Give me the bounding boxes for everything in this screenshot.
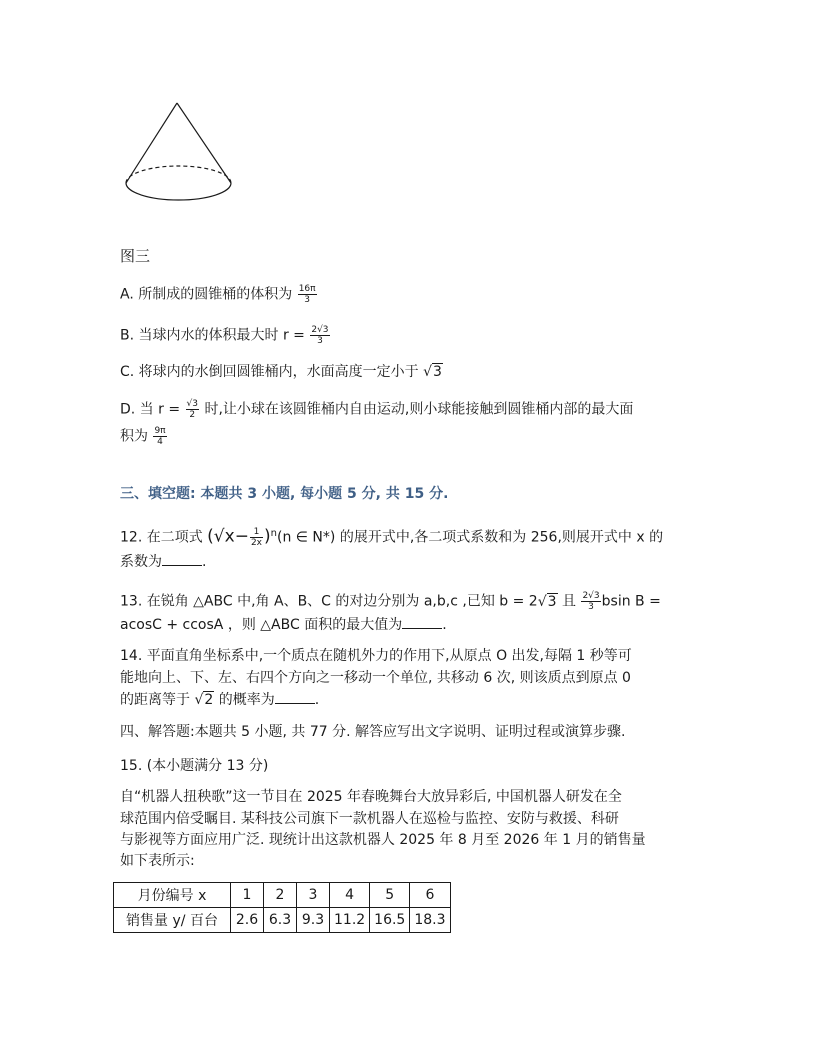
fraction-numerator: 1 — [250, 527, 263, 538]
option-b-text: B. 当球内水的体积最大时 r = — [120, 327, 310, 344]
option-a-fraction — [298, 284, 317, 305]
radicand: 2 — [204, 692, 214, 708]
question-14-line2: 能地向上、下、左、右四个方向之一移动一个单位, 共移动 6 次, 则该质点到原点 0 — [120, 670, 631, 686]
fraction-numerator: 2√3 — [311, 325, 329, 335]
option-a-text: A. 所制成的圆锥桶的体积为 — [120, 286, 297, 303]
table-cell: 11.2 — [330, 908, 370, 933]
option-d-fraction-2 — [153, 426, 166, 447]
table-cell: 1 — [231, 883, 264, 908]
table-cell: 6.3 — [264, 908, 297, 933]
option-d-text: D. 当 r = — [120, 401, 185, 418]
table-header-cell: 销售量 y/ 百台 — [114, 908, 231, 933]
table-header-cell: 月份编号 x — [114, 883, 231, 908]
q13-fraction — [581, 591, 600, 612]
option-d-line2 — [120, 426, 168, 447]
option-d-fraction — [186, 399, 199, 420]
q13-line2: acosC + ccosA ，则 △ABC 面积的最大值为 — [120, 617, 403, 633]
q15-paragraph-line: 与影视等方面应用广泛. 现统计出这款机器人 2025 年 8 月至 2026 年 1 月的销售量 — [120, 832, 646, 848]
section-4-heading: 四、解答题:本题共 5 小题, 共 77 分. 解答应写出文字说明、证明过程或演算步骤. — [120, 724, 626, 740]
question-13-line1 — [120, 591, 661, 612]
q13-line1-a: 13. 在锐角 △ABC 中,角 A、B、C 的对边分别为 a,b,c ,已知 b = 2 — [120, 593, 538, 610]
q13-line1-c: bsin B = — [601, 593, 661, 610]
option-d-line2-text: 积为 — [120, 428, 153, 445]
q14-line3-a: 的距离等于 — [120, 692, 195, 708]
question-15-title: 15. (本小题满分 13 分) — [120, 758, 269, 774]
cone-base-back — [126, 166, 231, 183]
q14-line3-b: 的概率为 — [214, 692, 275, 708]
q14-sqrt: √2 — [194, 692, 214, 708]
fraction-denominator: 3 — [588, 602, 594, 612]
question-14-line1: 14. 平面直角坐标系中,一个质点在随机外力的作用下,从原点 O 出发,每隔 1 秒等可 — [120, 648, 632, 664]
option-d-rest: 时,让小球在该圆锥桶内自由运动,则小球能接触到圆锥桶内部的最大面 — [204, 401, 634, 418]
radicand: 3 — [547, 593, 557, 610]
question-14-line3 — [120, 690, 319, 710]
sales-table — [113, 882, 451, 933]
fraction-denominator: 4 — [157, 437, 163, 447]
table-cell: 2.6 — [231, 908, 264, 933]
cone-figure — [120, 96, 240, 208]
q13-sqrt: √3 — [537, 593, 557, 610]
q12-fraction — [250, 527, 263, 548]
answer-blank[interactable] — [402, 616, 442, 629]
q12-binomial-open: (√x− — [207, 526, 249, 547]
fraction-denominator: 3 — [317, 336, 323, 346]
answer-blank[interactable] — [275, 691, 315, 704]
q12-exponent: n — [270, 528, 277, 539]
q12-prefix: 12. 在二项式 — [120, 529, 208, 546]
cone-right-edge — [177, 103, 231, 183]
question-13-line2 — [120, 615, 447, 635]
fraction-numerator: 2√3 — [582, 591, 600, 601]
fraction-numerator: √3 — [186, 399, 198, 409]
table-row — [114, 883, 451, 908]
q13-line1-b: 且 — [557, 593, 581, 610]
answer-blank[interactable] — [162, 553, 202, 566]
option-b-fraction — [310, 325, 329, 346]
fraction-numerator: 16π — [298, 284, 316, 294]
option-d-line1 — [120, 399, 633, 420]
q15-paragraph-line: 自“机器人扭秧歌”这一节目在 2025 年春晚舞台大放异彩后, 中国机器人研发在全 — [120, 789, 622, 805]
option-b — [120, 325, 331, 346]
table-cell: 18.3 — [410, 908, 450, 933]
table-cell: 9.3 — [297, 908, 330, 933]
table-cell: 5 — [370, 883, 410, 908]
q12-line2: 系数为 — [120, 554, 162, 570]
q15-paragraph-line: 球范围内倍受瞩目. 某科技公司旗下一款机器人在巡检与监控、安防与救援、科研 — [120, 811, 619, 827]
table-cell: 6 — [410, 883, 450, 908]
option-c-sqrt: √3 — [423, 364, 442, 380]
q15-paragraph-line: 如下表所示: — [120, 853, 195, 869]
q13-end: . — [442, 617, 447, 633]
cone-base-front — [126, 183, 231, 200]
table-cell: 3 — [297, 883, 330, 908]
option-a — [120, 284, 318, 305]
cone-left-edge — [126, 103, 177, 183]
q12-binomial-close: ) — [264, 526, 271, 547]
section-3-heading: 三、填空题: 本题共 3 小题, 每小题 5 分, 共 15 分. — [120, 486, 449, 502]
option-c — [120, 362, 443, 382]
fraction-numerator: 9π — [154, 426, 166, 436]
fraction-denominator: 3 — [304, 295, 310, 305]
radicand: 3 — [433, 364, 442, 380]
q12-end: . — [202, 554, 207, 570]
table-cell: 2 — [264, 883, 297, 908]
question-12-line1 — [120, 524, 663, 548]
table-row — [114, 908, 451, 933]
q12-rest: 的展开式中,各二项式系数和为 256,则展开式中 x 的 — [335, 529, 664, 546]
figure-caption: 图三 — [120, 247, 151, 265]
fraction-denominator: 2x — [250, 538, 263, 549]
question-12-line2 — [120, 552, 206, 572]
q12-condition: (n ∈ N*) — [277, 529, 336, 546]
q14-end: . — [314, 692, 320, 708]
option-c-text: C. 将球内的水倒回圆锥桶内，水面高度一定小于 — [120, 364, 424, 380]
fraction-denominator: 2 — [189, 410, 196, 420]
table-cell: 16.5 — [370, 908, 410, 933]
table-cell: 4 — [330, 883, 370, 908]
